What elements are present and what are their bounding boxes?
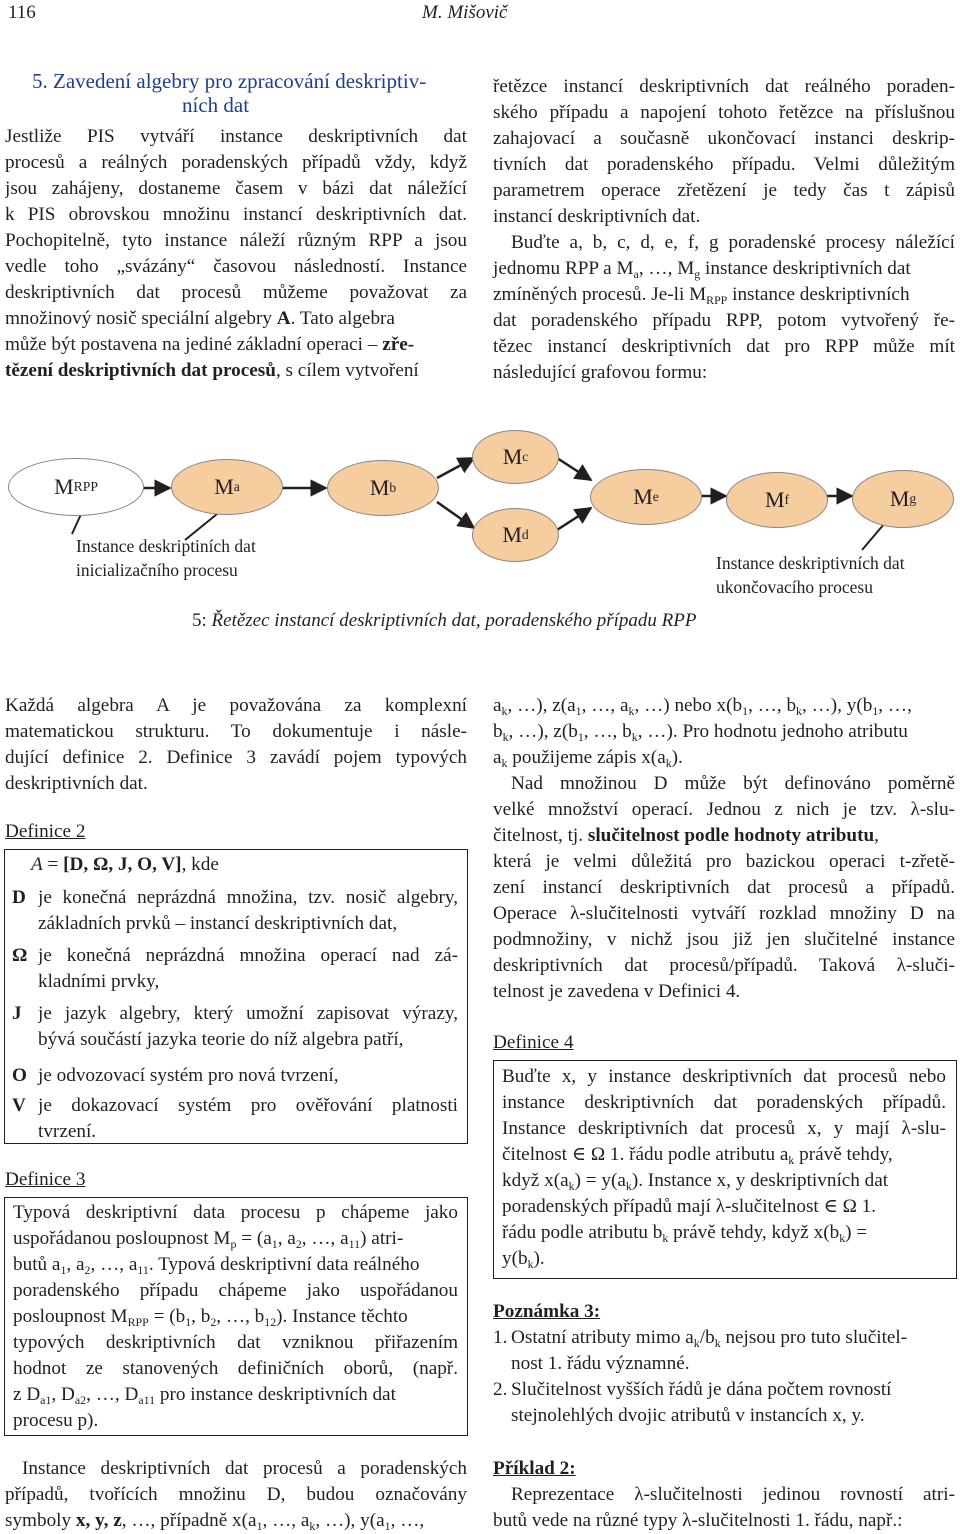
t: , …, b [748, 695, 797, 716]
intro-left-line: procesů a reálných poradenských případů vždy, když [5, 152, 467, 173]
def2-text: je odvozovací systém pro nová tvrzení, [38, 1065, 339, 1086]
t: 1 [575, 703, 582, 718]
t: , …, [878, 695, 912, 716]
intro-text: může být postavena na jediné základní operaci – [5, 334, 378, 355]
note-3-line: nost 1. řádu významné. [511, 1353, 690, 1374]
t: , …) nebo x(b [634, 695, 743, 716]
t: a2 [74, 1392, 87, 1407]
def3-line: typových deskriptivních dat vzniknou přiřazením [13, 1332, 458, 1353]
t: použijeme zápis x(a [507, 747, 666, 768]
right-p2-line: Nad množinou D může být definováno poměrně [511, 773, 955, 794]
t: = (b [148, 1306, 186, 1327]
t: butů a [13, 1254, 61, 1275]
t: Ω 1. [837, 1196, 877, 1217]
arrow-d-e [557, 508, 591, 530]
def3-line: procesu p). [13, 1410, 99, 1431]
t: instance deskriptivních [727, 284, 910, 305]
t: b [493, 721, 503, 742]
left-p2-line: Instance deskriptivních dat procesů a poradenských [22, 1458, 467, 1479]
intro-bold: zře- [382, 334, 415, 355]
definition-2-title: Definice 2 [5, 821, 86, 842]
label-start-line1: Instance deskriptiních dat [76, 536, 256, 556]
t: , kde [181, 854, 219, 875]
intro-right-line: tězec instancí deskriptivních dat pro RPP může mít [493, 336, 955, 357]
element-of-icon: ∈ [823, 1196, 838, 1217]
definition-4-title: Definice 4 [493, 1032, 574, 1053]
t: , b [191, 1306, 211, 1327]
t: . Typová deskriptivní data reálného [148, 1254, 420, 1275]
def2-formula [31, 852, 219, 878]
label-start-line2: inicializačního procesu [76, 560, 238, 580]
def4-line [502, 1220, 867, 1246]
def2-text: je jazyk algebry, který umožní zapisovat výrazy, [38, 1003, 458, 1024]
intro-right-line: Buďte a, b, c, d, e, f, g poradenské procesy náležící [511, 232, 955, 253]
t: k [568, 1178, 575, 1193]
t: 1 [384, 1518, 391, 1533]
t: slučitelnost podle hodnoty atributu [587, 825, 875, 846]
t: k [502, 729, 509, 744]
note-3-line [511, 1325, 907, 1351]
arrow-b-c [437, 458, 474, 478]
intro-left-line: vedle toho „svázány“ časovou následností. Instance [5, 256, 467, 277]
intro-left-line: deskriptivních dat procesů můžeme považovat za [5, 282, 467, 303]
right-p2-line: podmnožiny, v nichž jsou již jen slučitelné instance [493, 929, 955, 950]
t: g [694, 266, 701, 281]
section-title-line1: 5. Zavedení algebry pro zpracování deskriptiv- [32, 69, 427, 93]
intro-left-line: Pochopitelně, tyto instance náleží různým RPP a jsou [5, 230, 467, 251]
t: , …, M [638, 258, 695, 279]
intro-text: . Tato algebra [290, 308, 395, 329]
t: čitelnost, tj. [493, 825, 588, 846]
definition-3-title: Definice 3 [5, 1169, 86, 1190]
t: pro instance deskriptivních dat [155, 1384, 396, 1405]
intro-right-line: následující grafovou formu: [493, 362, 708, 383]
def2-text: je konečná neprázdná množina operací nad zá- [38, 945, 458, 966]
intro-text: , s cílem vytvoření [275, 360, 419, 381]
right-p1-line [493, 745, 683, 771]
t: M [502, 522, 522, 547]
note-3-line: Slučitelnost vyšších řádů je dána počtem rovností [511, 1379, 892, 1400]
def4-line: Buďte x, y instance deskriptivních dat procesů nebo [502, 1066, 946, 1087]
left-p1-line: Každá algebra A je považována za komplexní [5, 695, 467, 716]
right-p2-line: deskriptivních dat procesů/případů. Taková λ-sluči- [493, 955, 955, 976]
intro-right-line [493, 256, 911, 282]
def3-line: hodnot ze stanovených definičních oborů, (např. [13, 1358, 458, 1379]
t: , …, b [216, 1306, 265, 1327]
section-title-line2: ních dat [182, 93, 250, 117]
def4-line [502, 1246, 545, 1272]
t: , …, a [262, 1510, 310, 1531]
intro-right-line: řetězce instancí deskriptivních dat reálného poraden- [493, 76, 955, 97]
t: jednomu RPP a M [493, 258, 634, 279]
element-of-icon: ∈ [571, 1144, 587, 1165]
def2-text: kladními prvky, [38, 971, 160, 992]
t: a [493, 695, 502, 716]
t: = [42, 854, 64, 875]
t: 1 [577, 729, 584, 744]
t: ) = y(a [574, 1170, 626, 1191]
t: , …). Pro hodnotu jednoho atributu [637, 721, 908, 742]
intro-right-line [493, 282, 910, 308]
t: ). Instance x, y deskriptivních dat [631, 1170, 889, 1191]
def3-line [13, 1304, 408, 1330]
t: 11 [137, 1262, 149, 1277]
t: právě tehdy, [794, 1144, 893, 1165]
t: k [309, 1518, 316, 1533]
t: = (a [236, 1228, 272, 1249]
left-p2-line: případů, tvořících množinu D, budou označovány [5, 1484, 467, 1505]
right-p2-line: Operace λ-slučitelnosti vytváří rozklad množiny D na [493, 903, 955, 924]
label-end-line1: Instance deskriptivních dat [716, 553, 905, 573]
def4-line [502, 1168, 888, 1194]
intro-right-line: tivních dat poradenského případu. Velmi důležitým [493, 154, 955, 175]
intro-left-line: Jestliže PIS vytváří instance deskriptivních dat [5, 126, 467, 147]
t: uspořádanou posloupnost M [13, 1228, 231, 1249]
t: Ostatní atributy mimo a [511, 1327, 694, 1348]
node-m-a: M a [171, 459, 283, 515]
left-p1-line: matematickou strukturu. To dokumentuje i násle- [5, 721, 467, 742]
t: k [665, 755, 672, 770]
t: , …, [390, 1510, 425, 1531]
node-m-g: M g [852, 470, 954, 528]
t: když x(a [502, 1170, 569, 1191]
note-3-line: stejnolehlých dvojic atributů v instancích x, y. [511, 1405, 865, 1426]
t: k [625, 1178, 632, 1193]
right-p2-line: která je velmi důležitá pro bazickou operaci t-zřetě- [493, 851, 955, 872]
t: z D [13, 1384, 41, 1405]
t: , …), z(b [508, 721, 578, 742]
t: k [839, 1230, 846, 1245]
example-2-line: butů vede na různé typy λ-slučitelnosti 1. řádu, např.: [493, 1510, 903, 1531]
note-3-num: 2. [493, 1379, 508, 1400]
intro-right-line: parametrem operace zřetězení je tedy čas t zápisů [493, 180, 955, 201]
def2-text: základních prvků – instancí deskriptivních dat, [38, 913, 398, 934]
def2-text: je dokazovací systém pro ověřování platnosti [38, 1095, 458, 1116]
def2-text: bývá součástí jazyka teorie do níž algebra patří, [38, 1029, 404, 1050]
def4-line [502, 1142, 893, 1168]
t: M [54, 474, 74, 499]
t: 1 [256, 1518, 263, 1533]
t: , …, a [581, 695, 629, 716]
t: k [788, 1152, 795, 1167]
node-m-f: M f [726, 472, 828, 528]
label-end-line2: ukončovacího procesu [716, 577, 873, 597]
def4-line [502, 1194, 876, 1220]
t: M [214, 474, 234, 499]
t: M [889, 486, 910, 511]
t: zmíněných procesů. Je-li M [493, 284, 707, 305]
t: poradenských případů mají λ-slučitelnost [502, 1196, 824, 1217]
left-p1-line: dující definice 2. Definice 3 zavádí pojem typových [5, 747, 467, 768]
t: , …), z(a [507, 695, 576, 716]
def3-line [13, 1226, 458, 1252]
node-m-rpp: M RPP [8, 458, 144, 516]
def4-line: instance deskriptivních dat poradenských případů. [502, 1092, 946, 1113]
def2-text: tvrzení. [38, 1121, 97, 1142]
t: k [527, 1256, 534, 1271]
t: , …), y(a [315, 1510, 385, 1531]
caption-text: Řetězec instancí deskriptivních dat, poradenského případu RPP [211, 610, 697, 631]
t: M [633, 484, 653, 509]
t: , a [66, 1254, 85, 1275]
t: A [31, 854, 43, 875]
t: ) atri- [360, 1228, 404, 1249]
t: k [501, 703, 508, 718]
t: k [693, 1335, 700, 1350]
t: 2 [84, 1262, 91, 1277]
t: 1 [185, 1314, 192, 1329]
t: ). [533, 1248, 545, 1269]
t: M [502, 444, 523, 469]
arrow-c-e [557, 458, 591, 480]
def2-sym-o: O [12, 1065, 27, 1086]
arrow-b-d [437, 502, 474, 528]
t: 1 [872, 703, 879, 718]
t: , …, D [86, 1384, 139, 1405]
t: y(b [502, 1248, 528, 1269]
intro-left-line [5, 332, 467, 358]
right-p1-line [493, 693, 912, 719]
t: 12 [264, 1314, 277, 1329]
t: a1 [40, 1392, 52, 1407]
t: p [230, 1236, 237, 1251]
right-p2-line: telnost je zavedena v Definici 4. [493, 981, 741, 1002]
t: RPP [706, 292, 728, 307]
t: , …), y(b [802, 695, 873, 716]
t: , …, případně x(a [121, 1510, 257, 1531]
t: k [714, 1335, 721, 1350]
def2-sym-omega: Ω [12, 945, 28, 966]
t: a [493, 747, 502, 768]
t: x, y, z [75, 1510, 122, 1531]
t: k [628, 703, 635, 718]
t: ). Instance těchto [276, 1306, 408, 1327]
intro-left-line [5, 306, 467, 332]
t: právě tehdy, když x(b [668, 1222, 840, 1243]
t: M [764, 487, 785, 512]
figure-caption [192, 608, 696, 634]
example-2-title: Příklad 2: [493, 1458, 576, 1479]
t: symboly [5, 1510, 76, 1531]
algebra-symbol: A [276, 308, 291, 329]
t: 2 [295, 1236, 302, 1251]
t: a [633, 266, 639, 281]
left-p2-line [5, 1508, 424, 1534]
t: 1 [742, 703, 749, 718]
running-author: M. Mišovič [422, 2, 508, 23]
t: 1 [60, 1262, 67, 1277]
def3-line [13, 1252, 419, 1278]
intro-right-line: dat poradenského případu RPP, potom vytvořený ře- [493, 310, 955, 331]
intro-right-line: instancí deskriptivních dat. [493, 206, 701, 227]
right-p1-line [493, 719, 908, 745]
t: k [631, 729, 638, 744]
t: [D, Ω, J, O, V] [63, 854, 182, 875]
t: nejsou pro tuto slučitel- [720, 1327, 908, 1348]
node-m-b: M b [327, 460, 439, 516]
note-3-num: 1. [493, 1327, 508, 1348]
right-p2-line [493, 823, 879, 849]
intro-left-line: k PIS obrovskou množinu instancí deskriptivních dat. [5, 204, 467, 225]
node-m-c: M c [472, 430, 559, 484]
t: /b [699, 1327, 715, 1348]
def2-sym-j: J [12, 1003, 22, 1024]
t: M [369, 475, 390, 500]
t: , D [51, 1384, 75, 1405]
t: , …, b [583, 721, 632, 742]
node-m-d: M d [472, 508, 559, 562]
t: Ω 1. řádu podle atributu a [586, 1144, 789, 1165]
intro-bold: tězení deskriptivních dat procesů [5, 360, 276, 381]
intro-left-line: jsou zahájeny, dostaneme časem v bázi dat náležící [5, 178, 467, 199]
t: ) = [845, 1222, 868, 1243]
right-p2-line: zení instancí deskriptivních dat procesů a případů. [493, 877, 955, 898]
caption-num: 5: [192, 610, 212, 631]
def2-text: je konečná neprázdná množina, tzv. nosič algebry, [38, 887, 458, 908]
def2-sym-v: V [12, 1095, 26, 1116]
intro-text: množinový nosič speciální algebry [5, 308, 272, 329]
t: , …, a [301, 1228, 349, 1249]
t: řádu podle atributu b [502, 1222, 663, 1243]
t: a11 [138, 1392, 156, 1407]
t: , [874, 825, 879, 846]
t: ). [671, 747, 683, 768]
t: k [662, 1230, 669, 1245]
t: , …, a [90, 1254, 138, 1275]
t: 2 [210, 1314, 217, 1329]
intro-left-line [5, 358, 467, 384]
note-3-title: Poznámka 3: [493, 1301, 601, 1322]
page-number: 116 [8, 2, 36, 23]
intro-right-line: ského případu a napojení tohoto řetězce na příslušnou [493, 102, 955, 123]
example-2-line: Reprezentace λ-slučitelnosti jedinou rovností atri- [511, 1484, 955, 1505]
t: 1 [271, 1236, 278, 1251]
def2-sym-d: D [12, 887, 26, 908]
intro-right-line: zahajovací a současně ukončovací instanci deskrip- [493, 128, 955, 149]
t: instance deskriptivních dat [700, 258, 911, 279]
left-p1-line: deskriptivních dat. [5, 773, 148, 794]
t: k [501, 755, 508, 770]
def3-line: Typová deskriptivní data procesu p chápeme jako [13, 1202, 458, 1223]
def4-line: Instance deskriptivních dat procesů x, y mají λ-slu- [502, 1118, 946, 1139]
t: 11 [348, 1236, 361, 1251]
t: RPP [127, 1314, 149, 1329]
def3-line: poradenského případu chápeme jako uspořádanou [13, 1280, 458, 1301]
t: k [796, 703, 802, 718]
t: posloupnost M [13, 1306, 128, 1327]
node-m-e: M e [590, 469, 702, 525]
right-p2-line: velké množství operací. Jednou z nich je tzv. λ-slu- [493, 799, 955, 820]
t: čitelnost [502, 1144, 572, 1165]
t: , a [277, 1228, 296, 1249]
def3-line [13, 1382, 396, 1408]
